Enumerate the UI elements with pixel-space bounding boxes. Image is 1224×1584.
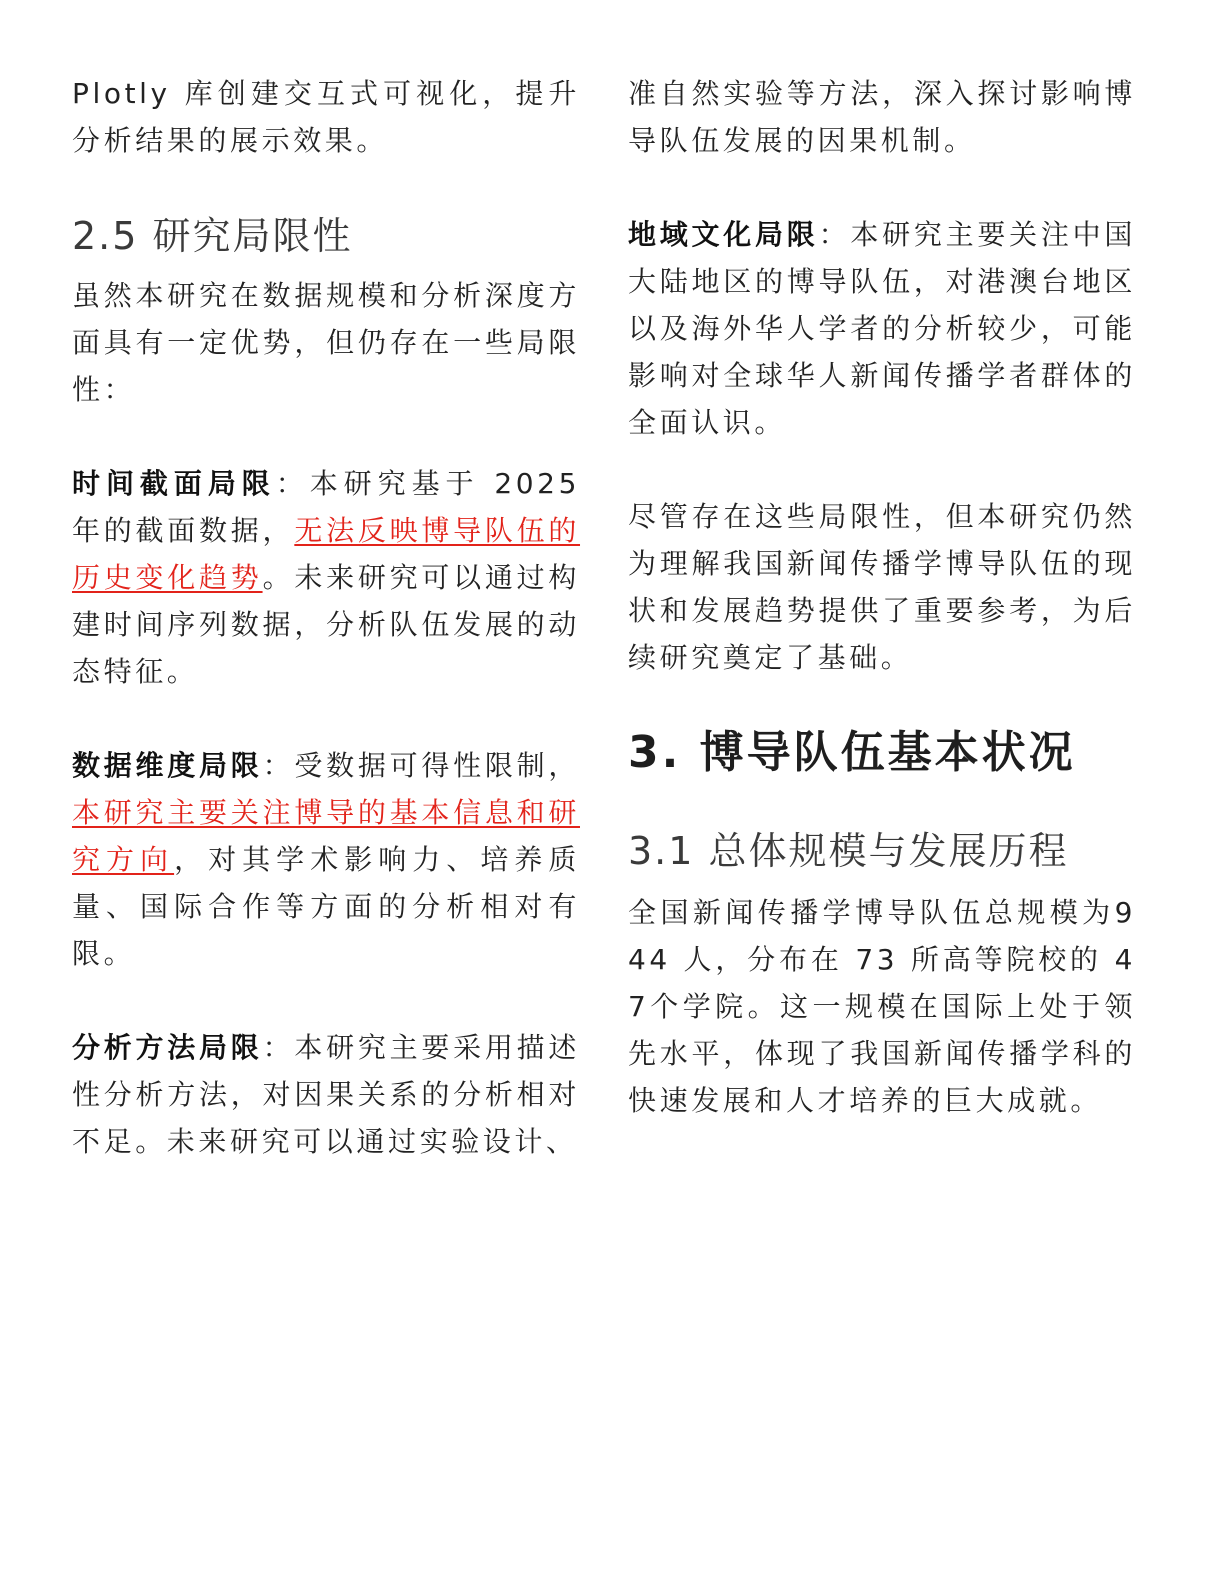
left-column bbox=[72, 70, 580, 1165]
data-limit-label: 数据维度局限 bbox=[72, 749, 263, 782]
data-limit-colon: ： bbox=[262, 749, 295, 782]
data-limit-text-a: 受数据可得性限制， bbox=[294, 749, 580, 782]
scale-paragraph: 全国新闻传播学博导队伍总规模为944 人，分布在 73 所高等院校的 47个学院。这一规模在国际上处于领先水平，体现了我国新闻传播学科的快速发展和人才培养的巨大成就。 bbox=[628, 896, 1136, 1117]
summary-paragraph: 尽管存在这些局限性，但本研究仍然为理解我国新闻传播学博导队伍的现状和发展趋势提供了重要参考，为后续研究奠定了基础。 bbox=[628, 500, 1136, 674]
method-limit-colon: ： bbox=[262, 1031, 295, 1064]
method-limit-label: 分析方法局限 bbox=[72, 1031, 263, 1064]
region-limit-paragraph bbox=[628, 211, 1136, 446]
method-limit-text: 本研究主要采用描述性分析方法，对因果关系的分析相对不足。未来研究可以通过实验设计、 bbox=[72, 1031, 580, 1158]
continuation-paragraph: 准自然实验等方法，深入探讨影响博导队伍发展的因果机制。 bbox=[628, 77, 1136, 157]
section-heading-2-5: 2.5 研究局限性 bbox=[72, 214, 353, 258]
limits-intro-paragraph: 虽然本研究在数据规模和分析深度方面具有一定优势，但仍存在一些局限性： bbox=[72, 279, 580, 406]
chapter-heading-3: 3. 博导队伍基本状况 bbox=[628, 727, 1076, 778]
data-limit-paragraph bbox=[72, 742, 580, 977]
region-limit-label: 地域文化局限 bbox=[628, 218, 819, 251]
time-limit-text-a: 本研究基于 2025 年的截面数据， bbox=[72, 467, 580, 547]
intro-paragraph: Plotly 库创建交互式可视化，提升分析结果的展示效果。 bbox=[72, 77, 580, 157]
method-limit-paragraph bbox=[72, 1024, 580, 1165]
time-limit-text-b: 。未来研究可以通过构建时间序列数据，分析队伍发展的动态特征。 bbox=[72, 561, 580, 688]
time-limit-link[interactable]: 无法反映博导队伍的历史变化趋势 bbox=[72, 514, 581, 594]
region-limit-colon: ： bbox=[818, 218, 851, 251]
time-limit-label: 时间截面局限 bbox=[72, 467, 276, 500]
region-limit-text: 本研究主要关注中国大陆地区的博导队伍，对港澳台地区以及海外华人学者的分析较少，可能影响对全球华人新闻传播学者群体的全面认识。 bbox=[628, 218, 1136, 439]
time-limit-colon: ： bbox=[275, 467, 310, 500]
section-heading-3-1: 3.1 总体规模与发展历程 bbox=[628, 829, 1069, 873]
right-column bbox=[628, 70, 1136, 1124]
time-limit-paragraph bbox=[72, 460, 580, 695]
data-limit-link[interactable]: 本研究主要关注博导的基本信息和研究方向 bbox=[72, 796, 580, 876]
data-limit-text-b: ，对其学术影响力、培养质量、国际合作等方面的分析相对有限。 bbox=[72, 843, 580, 970]
